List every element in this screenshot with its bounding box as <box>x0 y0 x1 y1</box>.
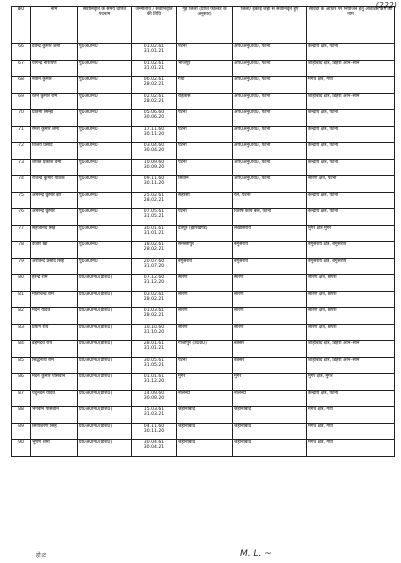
cell-allotted-area: सारण क्षेत्र, छपरा <box>307 291 395 308</box>
cell-sn: 72 <box>12 143 31 160</box>
cell-post: प्रा0अ0नि0(प्रशि0) <box>78 308 132 325</box>
cell-home-district: समस्तीपुर <box>177 242 233 259</box>
table-row <box>12 44 395 61</box>
cell-allotted-area: सारण क्षेत्र, छपरा <box>307 308 395 325</box>
cell-post: पु0अ0नि0 <box>78 126 132 143</box>
cell-home-district: पटना <box>177 357 233 374</box>
cell-allotted-area: केन्द्रीय क्षेत्र, पटना <box>307 390 395 407</box>
cell-dates: 04.11.60 30.11.20 <box>132 423 177 440</box>
cell-sn: 73 <box>12 159 31 176</box>
cell-dates: 25.02.61 28.02.21 <box>132 192 177 209</box>
table-row <box>12 374 395 391</box>
cell-post: प्रा0अ0नि0(प्रशि0) <box>78 440 132 457</box>
cell-sn: 67 <box>12 60 31 77</box>
cell-post: पु0अ0नि0 <box>78 258 132 275</box>
cell-sn: 70 <box>12 110 31 127</box>
cell-retired-unit: नालन्दा <box>233 390 307 407</box>
cell-dates: 18.02.61 28.02.21 <box>132 242 177 259</box>
cell-sn: 75 <box>12 192 31 209</box>
cell-retired-unit: विशेष कार्य बल, पटना <box>233 209 307 226</box>
cell-dates: 02.02.61 28.02.21 <box>132 93 177 110</box>
cell-allotted-area: मगध क्षेत्र, गया <box>307 407 395 424</box>
cell-retired-unit: मुंगेर <box>233 374 307 391</box>
cell-name: सहजानंद सिंह <box>31 225 78 242</box>
cell-retired-unit: अप0अनु0वि0, पटना <box>233 159 307 176</box>
cell-home-district: भोजपुर <box>177 60 233 77</box>
cell-post: पु0अ0नि0 <box>78 192 132 209</box>
cell-post: पु0अ0नि0 <box>78 143 132 160</box>
cell-name: प्रयाग राय <box>31 324 78 341</box>
cell-post: प्रा0अ0नि0(प्रशि0) <box>78 275 132 292</box>
cell-post: पु0अ0नि0 <box>78 77 132 94</box>
cell-dates: 01.03.61 28.02.21 <box>132 308 177 325</box>
cell-retired-unit: अप0अनु0वि0, पटना <box>233 44 307 61</box>
col-header-retired-unit: जिला/ इकाई जहाँ से सेवानिवृत हुए <box>233 7 307 44</box>
cell-name: वजीर खाँ <box>31 242 78 259</box>
cell-name: भूषण शर्मा <box>31 440 78 457</box>
cell-retired-unit: अप0अनु0वि0, पटना <box>233 77 307 94</box>
table-row <box>12 225 395 242</box>
table-body <box>12 44 395 457</box>
cell-name: देवेन्द्र कुमार शर्मा <box>31 44 78 61</box>
cell-home-district: पटना <box>177 44 233 61</box>
cell-sn: 80 <box>12 275 31 292</box>
signature: M. L. ~ <box>240 549 272 559</box>
cell-home-district: सारण <box>177 291 233 308</box>
cell-allotted-area: सारण क्षेत्र, पटना <box>307 176 395 193</box>
cell-allotted-area: मगध क्षेत्र, गया <box>307 77 395 94</box>
cell-post: पु0अ0नि0 <box>78 44 132 61</box>
cell-sn: 89 <box>12 423 31 440</box>
cell-post: पु0अ0नि0 <box>78 209 132 226</box>
table-row <box>12 110 395 127</box>
cell-allotted-area: सारण क्षेत्र, छपरा <box>307 324 395 341</box>
cell-retired-unit: अप0अनु0वि0, पटना <box>233 143 307 160</box>
cell-allotted-area: मुंगेर क्षेत्र, मुंगेर <box>307 374 395 391</box>
cell-dates: 17.11.60 30.11.20 <box>132 126 177 143</box>
table-row <box>12 209 395 226</box>
cell-home-district: पटना <box>177 143 233 160</box>
cell-sn: 71 <box>12 126 31 143</box>
cell-post: प्रा0अ0नि0(प्रशि0) <box>78 357 132 374</box>
cell-sn: 90 <box>12 440 31 457</box>
cell-post: पु0अ0नि0 <box>78 225 132 242</box>
table-row <box>12 143 395 160</box>
cell-allotted-area: शाहाबाद क्षेत्र, डिहरी ऑन–सोन <box>307 93 395 110</box>
cell-name: शक्ति प्रकाश वर्मा <box>31 159 78 176</box>
table-row <box>12 242 395 259</box>
cell-dates: 10.10.60 31.10.20 <box>132 324 177 341</box>
cell-name: योगेन्द्र नारायण <box>31 60 78 77</box>
cell-retired-unit: जहानाबाद <box>233 407 307 424</box>
cell-name: मदन कुमार पासवान <box>31 374 78 391</box>
cell-name: नवीन कुमार <box>31 77 78 94</box>
cell-home-district: सारण <box>177 324 233 341</box>
cell-home-district: पटना <box>177 159 233 176</box>
cell-retired-unit: बक्सर <box>233 357 307 374</box>
cell-retired-unit: सारण <box>233 324 307 341</box>
cell-dates: 20.07.60 31.07.20 <box>132 258 177 275</box>
cell-retired-unit: सारण <box>233 308 307 325</box>
cell-allotted-area: केन्द्रीय क्षेत्र, पटना <box>307 192 395 209</box>
cell-home-district: रोहतास <box>177 93 233 110</box>
page-number-note: (222) <box>375 1 397 10</box>
cell-allotted-area: शाहाबाद क्षेत्र, डिहरी ऑन–सोन <box>307 357 395 374</box>
col-header-name: नाम <box>31 7 78 44</box>
cell-retired-unit: सारण <box>233 275 307 292</box>
cell-home-district: सारण <box>177 308 233 325</box>
cell-home-district: पटना <box>177 126 233 143</box>
cell-allotted-area: बेगुसराय क्षेत्र, बेगुसराय <box>307 258 395 275</box>
table-row <box>12 423 395 440</box>
cell-sn: 88 <box>12 407 31 424</box>
cell-name: रतन कुमार राम <box>31 93 78 110</box>
cell-dates: 07.12.60 31.12.20 <box>132 275 177 292</box>
cell-home-district: जहानाबाद <box>177 423 233 440</box>
cell-sn: 86 <box>12 374 31 391</box>
cell-sn: 66 <box>12 44 31 61</box>
cell-name: राजेन्द्र कुमार पाठक <box>31 176 78 193</box>
cell-dates: 01.02.61 31.01.21 <box>132 60 177 77</box>
table-row <box>12 159 395 176</box>
cell-sn: 76 <box>12 209 31 226</box>
table-row <box>12 308 395 325</box>
cell-name: विजय प्रसाद <box>31 143 78 160</box>
cell-sn: 69 <box>12 93 31 110</box>
cell-home-district: गया <box>177 77 233 94</box>
cell-dates: 30.05.61 31.05.21 <box>132 357 177 374</box>
cell-allotted-area: केन्द्रीय क्षेत्र, पटना <box>307 126 395 143</box>
col-header-home-district: गृह जिला (प्राप्त फोल्डर के अनुसार) <box>177 7 233 44</box>
cell-post: पु0अ0नि0 <box>78 176 132 193</box>
table-row <box>12 176 395 193</box>
table-row <box>12 291 395 308</box>
cell-sn: 85 <box>12 357 31 374</box>
cell-sn: 82 <box>12 308 31 325</box>
cell-retired-unit: अप0अनु0वि0, पटना <box>233 126 307 143</box>
table-row <box>12 390 395 407</box>
cell-post: पु0अ0नि0 <box>78 159 132 176</box>
cell-sn: 79 <box>12 258 31 275</box>
table-row <box>12 126 395 143</box>
cell-home-district: पटना <box>177 209 233 226</box>
cell-dates: 10.09.60 30.09.20 <box>132 159 177 176</box>
cell-sn: 84 <box>12 341 31 358</box>
cell-post: पु0अ0नि0 <box>78 93 132 110</box>
col-header-sn: क्र0 <box>12 7 31 44</box>
cell-post: प्रा0अ0नि0(प्रशि0) <box>78 390 132 407</box>
cell-post: प्रा0अ0नि0(प्रशि0) <box>78 374 132 391</box>
table-row <box>12 60 395 77</box>
cell-home-district: पटना <box>177 110 233 127</box>
cell-sn: 81 <box>12 291 31 308</box>
table-row <box>12 93 395 110</box>
cell-name: सिद्धनाथ राम <box>31 357 78 374</box>
cell-allotted-area: बेगुसराय क्षेत्र, बेगुसराय <box>307 242 395 259</box>
employee-table <box>11 6 395 457</box>
cell-sn: 68 <box>12 77 31 94</box>
cell-post: प्रा0अ0नि0(प्रशि0) <box>78 324 132 341</box>
cell-name: सियाशरण सिंह <box>31 423 78 440</box>
cell-retired-unit: रेल, पटना <box>233 192 307 209</box>
col-header-post: सेवानिवृति के समय धारित पदनाम <box>78 7 132 44</box>
cell-allotted-area: मगध क्षेत्र, गया <box>307 440 395 457</box>
cell-allotted-area: केन्द्रीय क्षेत्र, पटना <box>307 143 395 160</box>
cell-name: भगवान पासवान <box>31 407 78 424</box>
cell-sn: 78 <box>12 242 31 259</box>
cell-name: अमरेन्द्र कुमार <box>31 209 78 226</box>
cell-retired-unit: अप0अनु0वि0, पटना <box>233 60 307 77</box>
cell-dates: 28.01.61 31.01.21 <box>132 341 177 358</box>
table-row <box>12 77 395 94</box>
table-row <box>12 258 395 275</box>
cell-home-district: सहरसा <box>177 192 233 209</box>
cell-name: प्रतिमा सिन्हा <box>31 110 78 127</box>
cell-dates: 01.02.61 31.01.21 <box>132 44 177 61</box>
cell-retired-unit: बक्सर <box>233 341 307 358</box>
cell-home-district: दंतपुर (झारखण्ड) <box>177 225 233 242</box>
cell-home-district: गाजीपुर (उ0प्र0) <box>177 341 233 358</box>
cell-post: प्रा0अ0नि0(प्रशि0) <box>78 341 132 358</box>
table-row <box>12 357 395 374</box>
cell-sn: 74 <box>12 176 31 193</box>
cell-post: पु0अ0नि0 <box>78 60 132 77</box>
cell-allotted-area: शाहाबाद क्षेत्र, डिहरी ऑन–सोन <box>307 60 395 77</box>
table-row <box>12 407 395 424</box>
cell-allotted-area: मगध क्षेत्र, गया <box>307 423 395 440</box>
cell-dates: 05.06.60 30.06.20 <box>132 110 177 127</box>
cell-dates: 14.09.60 30.09.20 <box>132 390 177 407</box>
cell-post: प्रा0अ0नि0(प्रशि0) <box>78 407 132 424</box>
cell-sn: 87 <box>12 390 31 407</box>
cell-name: हरेन्द्र राम <box>31 275 78 292</box>
cell-home-district: सारण <box>177 275 233 292</box>
table-row <box>12 275 395 292</box>
cell-dates: 30.04.61 30.04.21 <box>132 440 177 457</box>
cell-retired-unit: जहानाबाद <box>233 423 307 440</box>
cell-retired-unit: बेगुसराय <box>233 242 307 259</box>
col-header-allotted-area: संविदा के आधार पर नियोजन हेतु आवंटित क्षेत्र का नाम <box>307 7 395 44</box>
cell-post: प्रा0अ0नि0(प्रशि0) <box>78 423 132 440</box>
cell-post: पु0अ0नि0 <box>78 110 132 127</box>
cell-retired-unit: जहानाबाद <box>233 440 307 457</box>
initials-mark: हो।ट <box>36 552 47 559</box>
header-row <box>12 7 395 44</box>
cell-dates: 06.02.61 28.02.21 <box>132 77 177 94</box>
cell-dates: 30.01.61 31.01.21 <box>132 225 177 242</box>
cell-home-district: बेगुसराय <box>177 258 233 275</box>
table-row <box>12 192 395 209</box>
cell-retired-unit: अप0अनु0वि0, पटना <box>233 176 307 193</box>
cell-name: रमेश कुमार शर्मा <box>31 126 78 143</box>
cell-retired-unit: लखीसराय <box>233 225 307 242</box>
cell-name: मदन यादव <box>31 308 78 325</box>
cell-sn: 77 <box>12 225 31 242</box>
cell-allotted-area: केन्द्रीय क्षेत्र, पटना <box>307 44 395 61</box>
cell-name: यदुनंदन यादव <box>31 390 78 407</box>
cell-allotted-area: मुंगेर क्षेत्र मुंगेर <box>307 225 395 242</box>
cell-home-district: मुंगेर <box>177 374 233 391</box>
cell-allotted-area: केन्द्रीय क्षेत्र, पटना <box>307 209 395 226</box>
cell-dates: 01.01.61 31.12.20 <box>132 374 177 391</box>
cell-retired-unit: सारण <box>233 291 307 308</box>
table-row <box>12 341 395 358</box>
cell-home-district: जहानाबाद <box>177 407 233 424</box>
cell-home-district: सिवान <box>177 176 233 193</box>
cell-sn: 83 <box>12 324 31 341</box>
cell-dates: 03.04.60 30.04.20 <box>132 143 177 160</box>
cell-post: प्रा0अ0नि0(प्रशि0) <box>78 291 132 308</box>
cell-name: मोतीचन्द्र राम <box>31 291 78 308</box>
cell-retired-unit: बेगुसराय <box>233 258 307 275</box>
cell-dates: 15.03.61 31.03.21 <box>132 407 177 424</box>
cell-allotted-area: सारण क्षेत्र, छपरा <box>307 275 395 292</box>
cell-home-district: जहानाबाद <box>177 440 233 457</box>
cell-allotted-area: शाहाबाद क्षेत्र, डिहरी ऑन–सोन <box>307 341 395 358</box>
cell-dates: 09.11.60 30.11.20 <box>132 176 177 193</box>
cell-retired-unit: अप0अनु0वि0, पटना <box>233 93 307 110</box>
table-row <box>12 440 395 457</box>
cell-retired-unit: अप0अनु0वि0, पटना <box>233 110 307 127</box>
cell-name: ब्रहमदेव राय <box>31 341 78 358</box>
cell-allotted-area: केन्द्रीय क्षेत्र, पटना <box>307 159 395 176</box>
table-row <box>12 324 395 341</box>
cell-dates: 07.05.61 31.05.21 <box>132 209 177 226</box>
cell-post: पु0अ0नि0 <box>78 242 132 259</box>
cell-name: अमरेन्द्र कुमार झा <box>31 192 78 209</box>
col-header-dates: जन्मतिथि / सेवानिवृति की तिथि <box>132 7 177 44</box>
cell-home-district: नालन्दा <box>177 390 233 407</box>
cell-name: अरविन्द प्रसाद सिंह <box>31 258 78 275</box>
cell-allotted-area: केन्द्रीय क्षेत्र, पटना <box>307 110 395 127</box>
cell-dates: 03.02.61 28.02.21 <box>132 291 177 308</box>
